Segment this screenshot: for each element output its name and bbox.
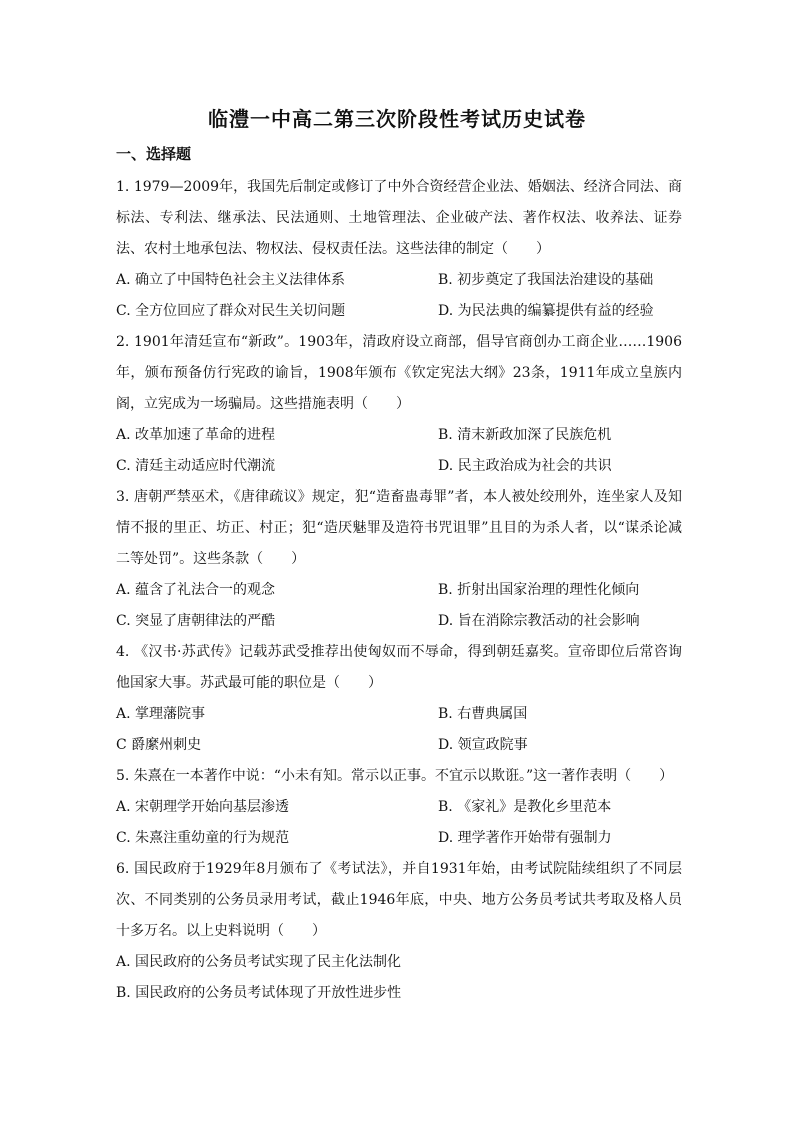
section-heading: 一、选择题 (116, 145, 192, 163)
question-list (116, 172, 682, 1009)
option-c[interactable]: C. 突显了唐朝律法的严酷 (116, 613, 276, 629)
option-a[interactable]: A. 蕴含了礼法合一的观念 (116, 582, 276, 598)
option-b[interactable]: B. 初步奠定了我国法治建设的基础 (438, 272, 654, 288)
option-c[interactable]: C. 全方位回应了群众对民生关切问题 (116, 303, 346, 319)
question-stem: 6. 国民政府于1929年8月颁布了《考试法》，并自1931年始，由考试院陆续组织了不同层次、不同类别的公务员录用考试，截止1946年底，中央、地方公务员考试共考取及格人员十多万名。以上史料说明（ ） (116, 861, 682, 939)
option-row (116, 823, 682, 854)
option-row (116, 699, 682, 730)
option-c[interactable]: C 爵縻州刺史 (116, 737, 202, 753)
option-b[interactable]: B. 右曹典属国 (438, 706, 528, 722)
option-c[interactable]: C. 朱熹注重幼童的行为规范 (116, 830, 290, 846)
option-b[interactable]: B. 国民政府的公务员考试体现了开放性进步性 (116, 985, 402, 1001)
option-row (116, 947, 682, 978)
option-d[interactable]: D. 旨在消除宗教活动的社会影响 (438, 613, 640, 629)
question-stem: 5. 朱熹在一本著作中说：“小未有知。常示以正事。不宜示以欺诳。”这一著作表明（ ） (116, 768, 674, 784)
option-row (116, 420, 682, 451)
option-c[interactable]: C. 清廷主动适应时代潮流 (116, 458, 276, 474)
question-stem: 2. 1901年清廷宣布“新政”。1903年，清政府设立商部，倡导官商创办工商企业……1906年，颁布预备仿行宪政的谕旨，1908年颁布《钦定宪法大纲》23条，1911年成立皇族内阁，立宪成为一场骗局。这些措施表明（ ） (116, 334, 682, 412)
question-item (116, 482, 682, 637)
question-stem: 1. 1979—2009年，我国先后制定或修订了中外合资经营企业法、婚姻法、经济合同法、商标法、专利法、继承法、民法通则、土地管理法、企业破产法、著作权法、收养法、证券法、农村土地承包法、物权法、侵权责任法。这些法律的制定（ ） (116, 179, 682, 257)
option-row (116, 792, 682, 823)
option-a[interactable]: A. 掌理藩院事 (116, 706, 206, 722)
question-item (116, 637, 682, 761)
option-d[interactable]: D. 理学著作开始带有强制力 (438, 830, 612, 846)
question-item (116, 327, 682, 482)
option-a[interactable]: A. 改革加速了革命的进程 (116, 427, 276, 443)
option-row (116, 451, 682, 482)
question-stem: 4. 《汉书·苏武传》记载苏武受推荐出使匈奴而不辱命，得到朝廷嘉奖。宣帝即位后常咨询他国家大事。苏武最可能的职位是（ ） (116, 644, 682, 691)
option-a[interactable]: A. 国民政府的公务员考试实现了民主化法制化 (116, 954, 402, 970)
option-b[interactable]: B. 清末新政加深了民族危机 (438, 427, 612, 443)
question-item (116, 761, 682, 854)
option-a[interactable]: A. 确立了中国特色社会主义法律体系 (116, 272, 346, 288)
option-d[interactable]: D. 领宣政院事 (438, 737, 528, 753)
option-d[interactable]: D. 民主政治成为社会的共识 (438, 458, 612, 474)
page-title: 临澧一中高二第三次阶段性考试历史试卷 (208, 107, 586, 131)
option-row (116, 978, 682, 1009)
question-item (116, 854, 682, 1009)
option-b[interactable]: B. 折射出国家治理的理性化倾向 (438, 582, 640, 598)
option-row (116, 296, 682, 327)
question-item (116, 172, 682, 327)
option-a[interactable]: A. 宋朝理学开始向基层渗透 (116, 799, 290, 815)
option-row (116, 730, 682, 761)
option-d[interactable]: D. 为民法典的编纂提供有益的经验 (438, 303, 654, 319)
option-row (116, 265, 682, 296)
option-row (116, 575, 682, 606)
question-stem: 3. 唐朝严禁巫术，《唐律疏议》规定，犯“造畜蛊毒罪”者，本人被处绞刑外，连坐家人及知情不报的里正、坊正、村正；犯“造厌魅罪及造符书咒诅罪”且目的为杀人者，以“谋杀论减二等处罚”。这些条款（ ） (116, 489, 682, 567)
option-b[interactable]: B. 《家礼》是教化乡里范本 (438, 799, 612, 815)
option-row (116, 606, 682, 637)
